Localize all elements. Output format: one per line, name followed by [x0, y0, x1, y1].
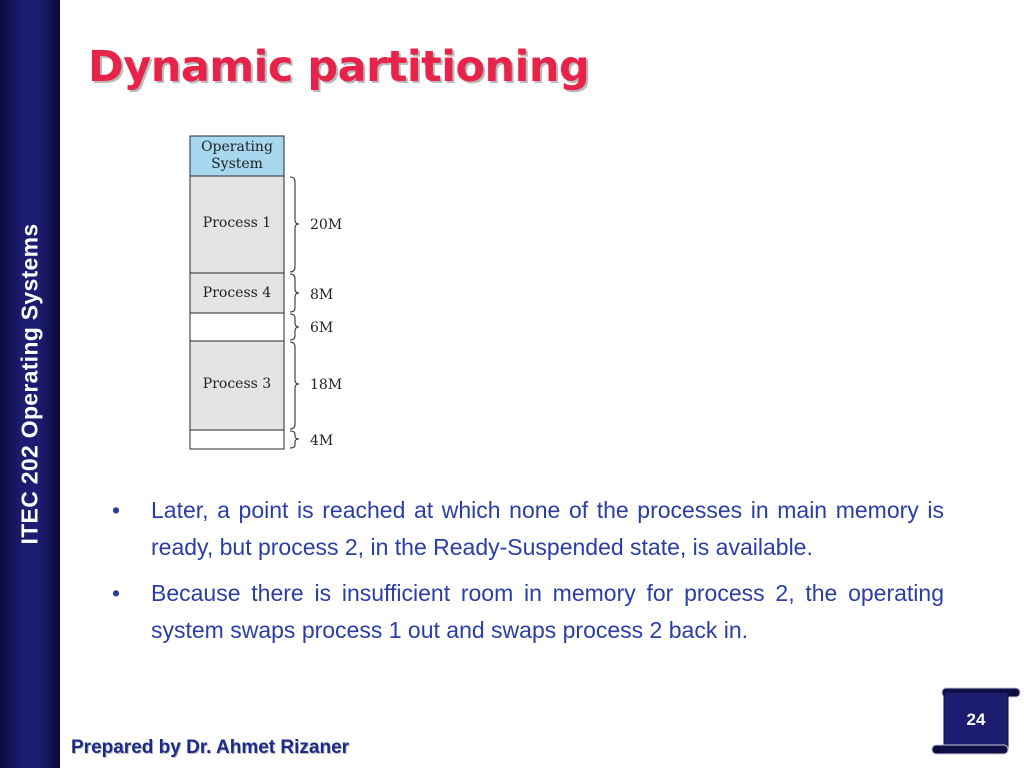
free-block-4m	[190, 430, 284, 449]
brace-4m	[290, 431, 299, 448]
bullet-list	[112, 492, 944, 658]
bullet-text: Because there is insufficient room in memory for process 2, the operating system swaps process 1 out and swaps process 2 back in.	[151, 580, 944, 643]
page-number: 24	[966, 710, 986, 729]
sidebar	[0, 0, 60, 768]
os-label-line2: System	[211, 156, 263, 172]
brace-6m	[290, 314, 299, 340]
brace-8m	[290, 274, 299, 312]
bullet-marker: •	[112, 497, 121, 523]
bullet-item	[112, 492, 944, 566]
brace-20m	[290, 177, 299, 272]
size-label-4m: 4M	[310, 433, 334, 449]
bullet-marker: •	[112, 580, 121, 606]
process-1-label: Process 1	[202, 215, 272, 231]
size-label-8m: 8M	[310, 287, 334, 303]
memory-partition-diagram	[186, 134, 366, 454]
size-label-20m: 20M	[310, 217, 343, 233]
size-label-18m: 18M	[310, 377, 343, 393]
os-label-line1: Operating	[201, 139, 273, 155]
free-block-6m	[190, 313, 284, 341]
slide-title: Dynamic partitioning	[88, 42, 590, 92]
process-3-label: Process 3	[202, 376, 272, 392]
course-title: ITEC 202 Operating Systems	[16, 223, 43, 545]
process-4-label: Process 4	[202, 285, 272, 301]
footer-author: Prepared by Dr. Ahmet Rizaner	[71, 737, 350, 758]
brace-18m	[290, 342, 299, 429]
size-label-6m: 6M	[310, 320, 334, 336]
bullet-item	[112, 575, 944, 649]
bullet-text: Later, a point is reached at which none of the processes in main memory is ready, but process 2, in the Ready-Suspended state, is available.	[151, 497, 944, 560]
